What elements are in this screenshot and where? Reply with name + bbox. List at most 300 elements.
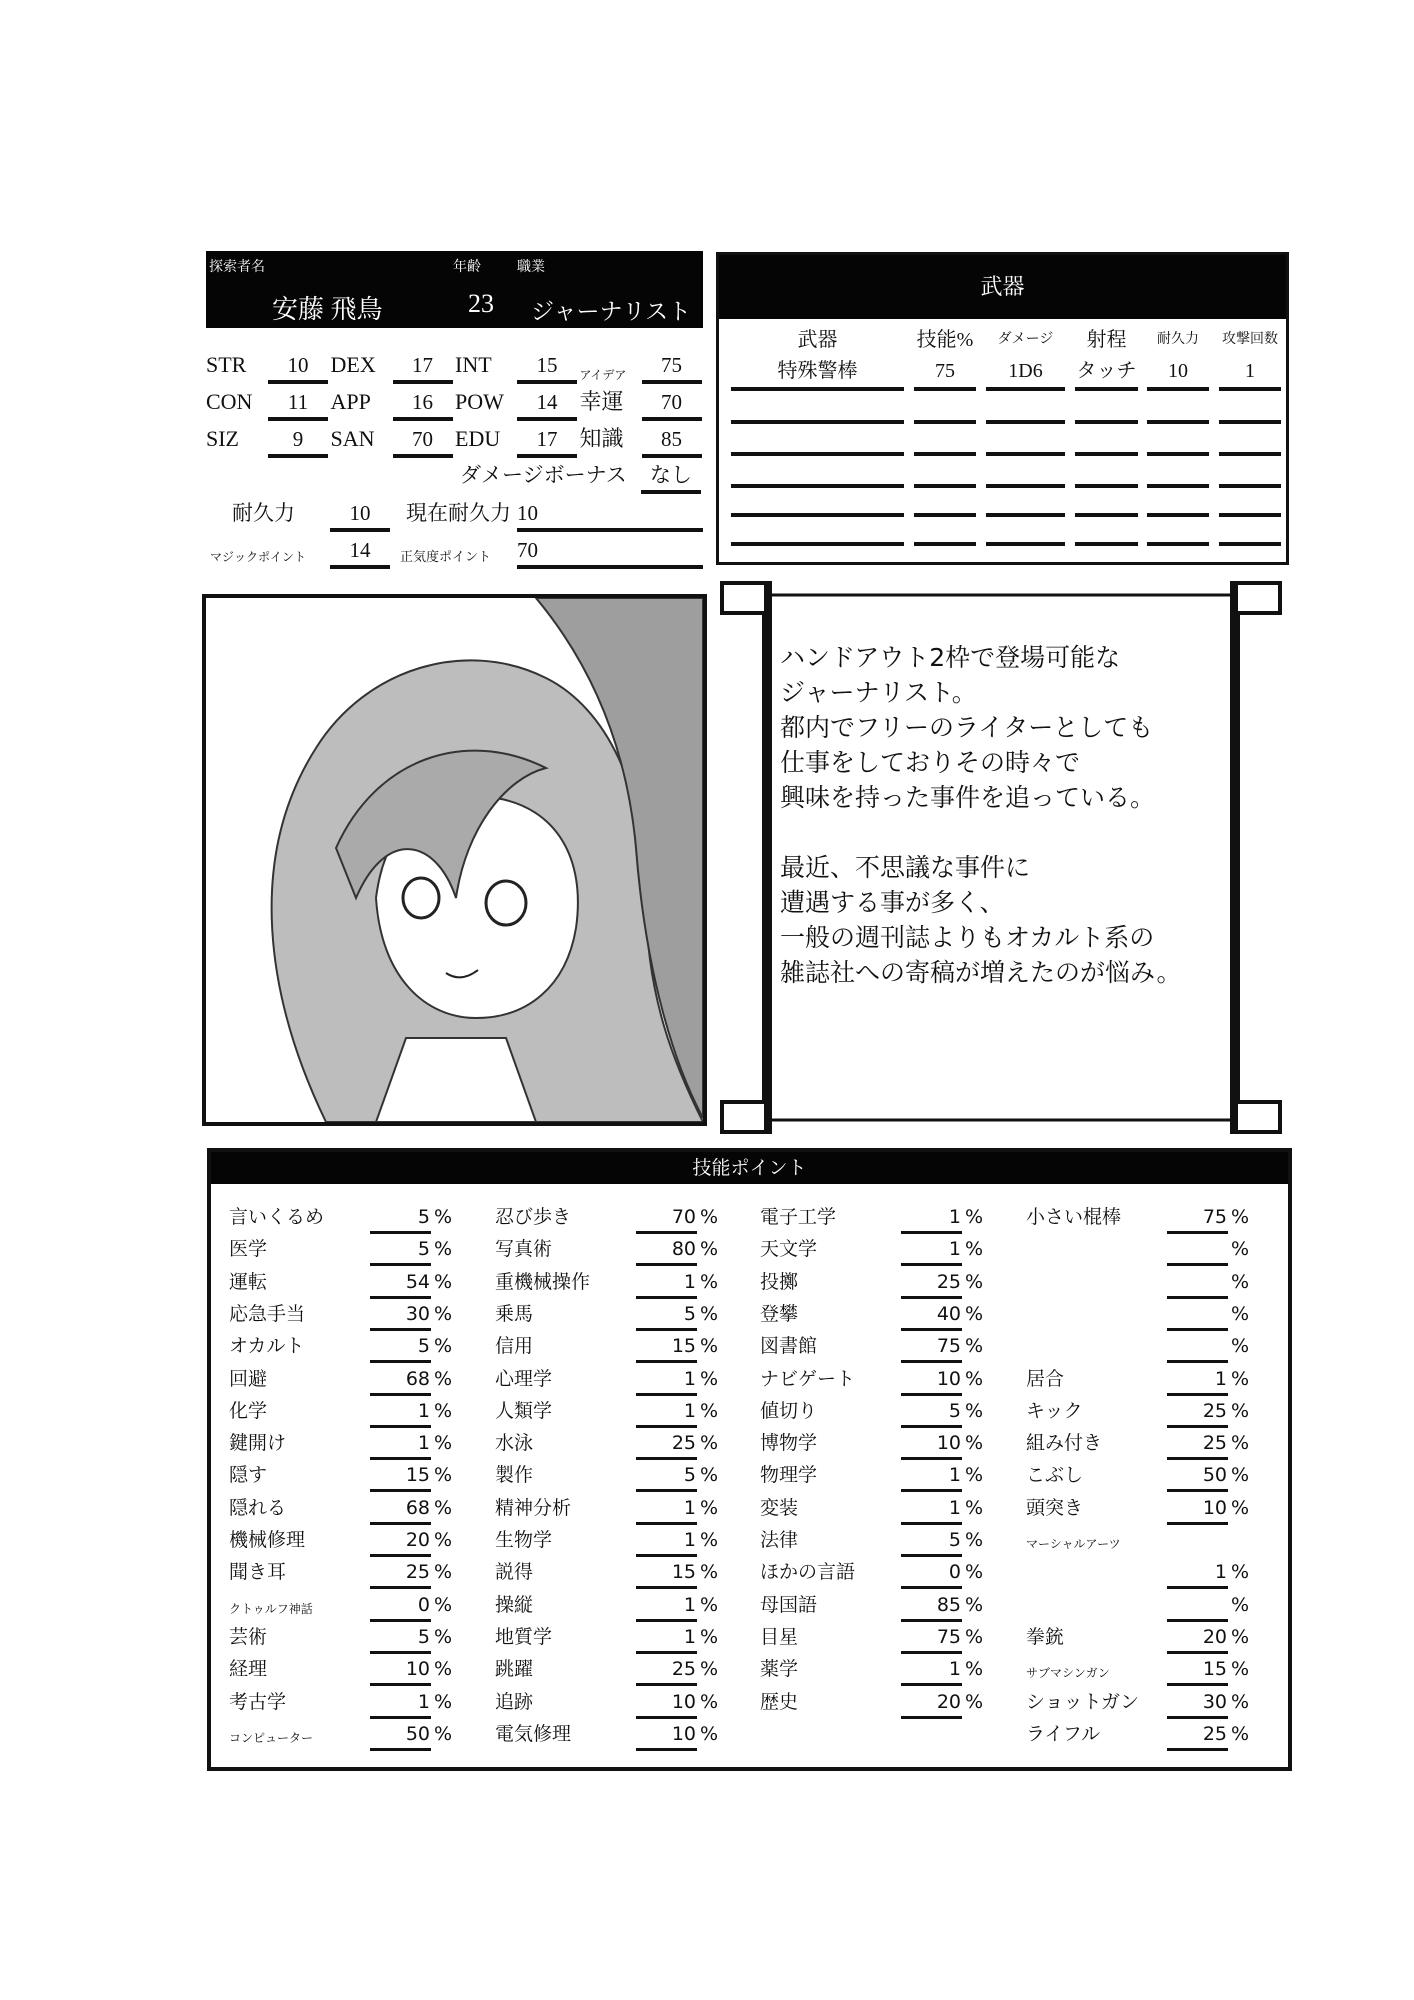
weapon-row-line: [1219, 542, 1281, 546]
skill-underline: [370, 1231, 431, 1234]
stat-label: DEX: [330, 352, 376, 377]
percent-sign: %: [1231, 1690, 1250, 1713]
weapon-row-line: [731, 513, 904, 517]
skill-value: 5: [683, 1464, 696, 1487]
skill-underline: [636, 1522, 697, 1525]
weapon-row-line: [1075, 387, 1138, 391]
skill-name: 登攀: [760, 1302, 799, 1325]
weapon-row-line: [986, 542, 1065, 546]
stat-value: 85: [642, 424, 702, 458]
stat-label: SAN: [330, 426, 375, 451]
skill-name: クトゥルフ神話: [229, 1601, 313, 1616]
skill-name: 製作: [495, 1464, 534, 1487]
skill-name: 跳躍: [495, 1658, 534, 1681]
skill-value: 68: [405, 1496, 430, 1519]
skill-name: こぶし: [1026, 1464, 1084, 1487]
skill-underline: [370, 1360, 431, 1363]
skill-value: 68: [405, 1367, 430, 1390]
percent-sign: %: [965, 1658, 984, 1681]
character-description: ハンドアウト2枠で登場可能な ジャーナリスト。 都内でフリーのライターとしても 仕事をしておりその時々で 興味を持った事件を追っている。 最近、不思議な事件に 遭遇する事が多く、 一般の週刊誌よりもオカルト系の 雑誌社への寄稿が増えたのが悩み。: [780, 643, 1182, 987]
weapon-row-line: [914, 513, 976, 517]
percent-sign: %: [700, 1302, 719, 1325]
percent-sign: %: [434, 1690, 453, 1713]
skill-value: 50: [405, 1722, 430, 1745]
skill-value: 1: [1214, 1561, 1227, 1584]
skill-underline: [1167, 1683, 1228, 1686]
skill-underline: [901, 1651, 962, 1654]
skill-name: 機械修理: [229, 1529, 306, 1551]
stat-label: APP: [330, 389, 371, 414]
skill-value: 75: [1202, 1206, 1227, 1228]
skill-underline: [370, 1554, 431, 1557]
weapon-row-line: [1219, 452, 1281, 456]
skill-underline: [901, 1231, 962, 1234]
skill-underline: [370, 1651, 431, 1654]
skill-value: 1: [683, 1625, 696, 1648]
skill-value: 30: [1202, 1690, 1227, 1713]
percent-sign: %: [965, 1432, 984, 1455]
skill-name: 追跡: [495, 1690, 534, 1713]
skill-name: 隠す: [229, 1464, 268, 1487]
skill-name: 歴史: [760, 1690, 799, 1713]
stat-value: 10: [268, 350, 328, 384]
percent-sign: %: [965, 1238, 984, 1261]
skill-name: 写真術: [495, 1238, 553, 1261]
skill-underline: [1167, 1360, 1228, 1363]
skill-underline: [1167, 1425, 1228, 1428]
skill-value: 25: [1202, 1432, 1227, 1455]
skill-name: 忍び歩き: [495, 1206, 572, 1228]
percent-sign: %: [700, 1561, 719, 1584]
skill-underline: [1167, 1489, 1228, 1492]
percent-sign: %: [1231, 1464, 1250, 1487]
name-label: 探索者名: [209, 260, 265, 275]
weapon-row-line: [914, 387, 976, 391]
weapons-title: 武器: [719, 255, 1286, 319]
skill-name: 組み付き: [1026, 1432, 1103, 1455]
skill-value: 20: [936, 1690, 961, 1713]
percent-sign: %: [1231, 1625, 1250, 1648]
percent-sign: %: [434, 1335, 453, 1358]
skill-value: 1: [1214, 1367, 1227, 1390]
percent-sign: %: [1231, 1367, 1250, 1390]
weapon-row-line: [1147, 387, 1209, 391]
percent-sign: %: [700, 1722, 719, 1745]
skill-underline: [1167, 1457, 1228, 1460]
skill-value: 10: [671, 1722, 696, 1745]
skill-underline: [636, 1360, 697, 1363]
skill-name: 地質学: [495, 1625, 553, 1648]
skill-value: 40: [936, 1302, 961, 1325]
skill-underline: [1167, 1586, 1228, 1589]
skill-name: 言いくるめ: [229, 1206, 325, 1228]
skill-value: 15: [405, 1464, 430, 1487]
weapon-header: 耐久力: [1157, 332, 1199, 347]
weapon-row-line: [1075, 484, 1138, 488]
skill-underline: [636, 1619, 697, 1622]
skill-value: 15: [671, 1561, 696, 1584]
percent-sign: %: [434, 1238, 453, 1261]
skill-underline: [1167, 1296, 1228, 1299]
skill-value: 1: [683, 1496, 696, 1519]
investigator-name: 安藤 飛鳥: [272, 295, 383, 324]
percent-sign: %: [965, 1302, 984, 1325]
skill-name: 生物学: [495, 1529, 553, 1551]
skill-underline: [370, 1393, 431, 1396]
skill-name: 説得: [495, 1561, 534, 1584]
skill-name: 回避: [229, 1367, 268, 1390]
weapon-row-line: [1219, 420, 1281, 424]
skill-value: 1: [948, 1206, 961, 1228]
weapon-cell: 75: [935, 360, 955, 382]
skill-value: 54: [405, 1270, 430, 1293]
weapon-row-line: [731, 452, 904, 456]
skill-value: 5: [417, 1625, 430, 1648]
skill-value: 5: [948, 1529, 961, 1551]
skill-value: 30: [405, 1302, 430, 1325]
percent-sign: %: [1231, 1561, 1250, 1584]
skill-name: コンピューター: [229, 1730, 314, 1745]
skill-value: 70: [671, 1206, 696, 1228]
skill-value: 5: [683, 1302, 696, 1325]
weapon-row-line: [731, 420, 904, 424]
skill-value: 15: [1202, 1658, 1227, 1681]
percent-sign: %: [1231, 1399, 1250, 1422]
skill-underline: [370, 1716, 431, 1719]
job-label: 職業: [517, 260, 545, 275]
skill-value: 10: [1202, 1496, 1227, 1519]
sanity-label: 正気度ポイント: [400, 549, 492, 564]
stat-label: アイデア: [579, 368, 627, 382]
stat-value: 14: [517, 387, 577, 421]
skill-underline: [1167, 1651, 1228, 1654]
weapon-row-line: [1147, 452, 1209, 456]
skill-underline: [370, 1296, 431, 1299]
skill-name: 値切り: [760, 1399, 818, 1422]
skill-name: 人類学: [495, 1399, 553, 1422]
percent-sign: %: [1231, 1335, 1250, 1358]
skill-underline: [901, 1489, 962, 1492]
weapon-row-line: [1147, 513, 1209, 517]
skill-name: 精神分析: [495, 1496, 572, 1519]
skill-value: 0: [948, 1561, 961, 1584]
percent-sign: %: [965, 1270, 984, 1293]
skill-name: 頭突き: [1026, 1496, 1084, 1519]
damage-bonus-value: なし: [641, 460, 701, 494]
skill-name: 水泳: [495, 1432, 534, 1455]
percent-sign: %: [700, 1335, 719, 1358]
weapon-cell: 1D6: [1008, 360, 1043, 382]
stat-label: 知識: [579, 426, 624, 451]
percent-sign: %: [434, 1529, 453, 1551]
skill-underline: [636, 1296, 697, 1299]
skill-value: 1: [683, 1270, 696, 1293]
skill-underline: [901, 1328, 962, 1331]
weapon-cell: 特殊警棒: [777, 360, 858, 382]
weapon-row-line: [1219, 513, 1281, 517]
skill-name: 法律: [760, 1529, 799, 1551]
skill-underline: [901, 1522, 962, 1525]
stat-label: EDU: [455, 426, 501, 451]
percent-sign: %: [434, 1496, 453, 1519]
percent-sign: %: [1231, 1238, 1250, 1261]
skill-name: 考古学: [229, 1690, 287, 1713]
skill-underline: [370, 1522, 431, 1525]
skill-underline: [636, 1263, 697, 1266]
stat-value: 16: [393, 387, 453, 421]
skill-underline: [370, 1425, 431, 1428]
skill-underline: [370, 1619, 431, 1622]
weapon-header: 技能%: [916, 329, 974, 351]
percent-sign: %: [1231, 1270, 1250, 1293]
skill-name: 乗馬: [495, 1302, 534, 1325]
weapon-cell: 1: [1245, 360, 1255, 382]
weapon-row-line: [986, 513, 1065, 517]
age-label: 年齢: [453, 260, 481, 275]
percent-sign: %: [965, 1496, 984, 1519]
skill-underline: [1167, 1328, 1228, 1331]
skill-value: 1: [948, 1464, 961, 1487]
skill-value: 75: [936, 1625, 961, 1648]
skill-value: 10: [405, 1658, 430, 1681]
weapon-row-line: [731, 387, 904, 391]
skill-underline: [370, 1489, 431, 1492]
percent-sign: %: [700, 1464, 719, 1487]
skill-name: 電子工学: [760, 1206, 837, 1228]
skill-underline: [636, 1231, 697, 1234]
skill-name: 化学: [229, 1399, 268, 1422]
skill-underline: [636, 1554, 697, 1557]
skill-underline: [370, 1457, 431, 1460]
skill-value: 50: [1202, 1464, 1227, 1487]
percent-sign: %: [434, 1561, 453, 1584]
skill-value: 10: [936, 1367, 961, 1390]
skill-underline: [370, 1328, 431, 1331]
skill-underline: [901, 1683, 962, 1686]
skill-underline: [1167, 1263, 1228, 1266]
percent-sign: %: [965, 1529, 984, 1551]
skill-underline: [636, 1328, 697, 1331]
percent-sign: %: [700, 1529, 719, 1551]
weapon-row-line: [1075, 542, 1138, 546]
skill-name: マーシャルアーツ: [1026, 1537, 1121, 1551]
skill-name: オカルト: [229, 1335, 305, 1358]
skill-underline: [370, 1748, 431, 1751]
skill-name: 変装: [760, 1496, 799, 1519]
skill-underline: [1167, 1748, 1228, 1751]
weapon-row-line: [1075, 513, 1138, 517]
investigator-header: [206, 251, 703, 328]
skill-underline: [636, 1457, 697, 1460]
stat-label: SIZ: [206, 426, 239, 451]
skill-name: 居合: [1026, 1367, 1065, 1390]
skill-value: 5: [417, 1206, 430, 1228]
weapon-row-line: [986, 452, 1065, 456]
skill-value: 1: [948, 1658, 961, 1681]
percent-sign: %: [700, 1432, 719, 1455]
skill-name: 芸術: [229, 1625, 268, 1648]
stat-value: 17: [517, 424, 577, 458]
percent-sign: %: [434, 1432, 453, 1455]
skill-value: 10: [936, 1432, 961, 1455]
skill-underline: [636, 1651, 697, 1654]
skill-name: 鍵開け: [229, 1432, 287, 1455]
weapon-row-line: [986, 387, 1065, 391]
percent-sign: %: [700, 1206, 719, 1228]
skill-underline: [636, 1393, 697, 1396]
percent-sign: %: [965, 1206, 984, 1228]
percent-sign: %: [700, 1238, 719, 1261]
skill-name: 目星: [760, 1625, 799, 1648]
skill-underline: [901, 1393, 962, 1396]
percent-sign: %: [965, 1335, 984, 1358]
skill-name: ショットガン: [1026, 1690, 1140, 1713]
hp-label: 耐久力: [232, 501, 295, 525]
weapon-row-line: [731, 484, 904, 488]
percent-sign: %: [700, 1496, 719, 1519]
percent-sign: %: [434, 1593, 453, 1616]
percent-sign: %: [434, 1270, 453, 1293]
skill-name: 図書館: [760, 1335, 818, 1358]
skill-name: 聞き耳: [229, 1561, 287, 1584]
skill-name: 投擲: [760, 1270, 799, 1293]
skill-underline: [636, 1683, 697, 1686]
percent-sign: %: [700, 1367, 719, 1390]
percent-sign: %: [700, 1690, 719, 1713]
skill-underline: [636, 1748, 697, 1751]
investigator-job: ジャーナリスト: [531, 299, 692, 324]
skill-value: 85: [936, 1593, 961, 1616]
percent-sign: %: [700, 1658, 719, 1681]
percent-sign: %: [434, 1658, 453, 1681]
percent-sign: %: [1231, 1593, 1250, 1616]
skill-name: 拳銃: [1026, 1625, 1065, 1648]
skill-underline: [636, 1425, 697, 1428]
percent-sign: %: [965, 1367, 984, 1390]
weapon-header: 武器: [797, 329, 838, 351]
skill-name: 電気修理: [495, 1722, 572, 1745]
stat-value: 17: [393, 350, 453, 384]
skill-underline: [370, 1683, 431, 1686]
skill-value: 1: [417, 1399, 430, 1422]
skill-name: 医学: [229, 1238, 268, 1261]
percent-sign: %: [965, 1593, 984, 1616]
skill-name: 応急手当: [229, 1302, 306, 1325]
skill-value: 25: [1202, 1399, 1227, 1422]
skills-title: 技能ポイント: [211, 1152, 1288, 1184]
percent-sign: %: [1231, 1496, 1250, 1519]
percent-sign: %: [965, 1625, 984, 1648]
weapon-cell: タッチ: [1076, 360, 1137, 382]
skill-value: 25: [671, 1432, 696, 1455]
investigator-age: 23: [468, 289, 494, 318]
percent-sign: %: [1231, 1206, 1250, 1228]
skill-underline: [1167, 1716, 1228, 1719]
percent-sign: %: [1231, 1722, 1250, 1745]
skill-underline: [901, 1425, 962, 1428]
skill-value: 5: [417, 1335, 430, 1358]
skill-underline: [901, 1457, 962, 1460]
skill-value: 1: [683, 1593, 696, 1616]
skill-name: 小さい棍棒: [1026, 1206, 1122, 1228]
stat-label: 幸運: [579, 389, 624, 414]
skill-value: 1: [948, 1496, 961, 1519]
skill-value: 80: [671, 1238, 696, 1261]
skill-name: 心理学: [495, 1367, 553, 1390]
current-hp-value: 10: [517, 498, 703, 532]
weapon-row-line: [914, 484, 976, 488]
weapon-header: 攻撃回数: [1222, 332, 1278, 347]
percent-sign: %: [1231, 1658, 1250, 1681]
weapon-row-line: [914, 420, 976, 424]
percent-sign: %: [965, 1464, 984, 1487]
skill-value: 1: [683, 1367, 696, 1390]
skill-value: 15: [671, 1335, 696, 1358]
skill-name: 薬学: [760, 1658, 799, 1681]
skill-value: 1: [683, 1529, 696, 1551]
skill-name: 天文学: [760, 1238, 818, 1261]
weapon-row-line: [986, 420, 1065, 424]
stat-label: INT: [455, 352, 492, 377]
skill-value: 10: [671, 1690, 696, 1713]
weapon-cell: 10: [1168, 360, 1188, 382]
skill-underline: [901, 1554, 962, 1557]
weapon-header: ダメージ: [997, 332, 1054, 347]
skill-name: 重機械操作: [495, 1270, 591, 1293]
skill-underline: [901, 1360, 962, 1363]
stat-value: 75: [642, 350, 702, 384]
percent-sign: %: [1231, 1432, 1250, 1455]
weapon-row-line: [1147, 420, 1209, 424]
percent-sign: %: [434, 1367, 453, 1390]
weapon-row-line: [914, 542, 976, 546]
skill-underline: [1167, 1522, 1228, 1525]
skill-underline: [370, 1263, 431, 1266]
mp-label: マジックポイント: [210, 550, 307, 564]
percent-sign: %: [965, 1399, 984, 1422]
stat-value: 11: [268, 387, 328, 421]
percent-sign: %: [434, 1206, 453, 1228]
skill-value: 25: [1202, 1722, 1227, 1745]
skill-name: 運転: [229, 1270, 268, 1293]
skill-underline: [370, 1586, 431, 1589]
skill-value: 75: [936, 1335, 961, 1358]
stat-label: POW: [455, 389, 504, 414]
weapon-row-line: [1075, 452, 1138, 456]
skill-name: 信用: [495, 1335, 534, 1358]
skill-name: 母国語: [760, 1593, 818, 1616]
skill-name: 博物学: [760, 1432, 818, 1455]
skill-name: 操縦: [495, 1593, 534, 1616]
skill-value: 25: [936, 1270, 961, 1293]
skill-value: 5: [948, 1399, 961, 1422]
damage-bonus-label: ダメージボーナス: [460, 463, 627, 487]
stat-value: 70: [393, 424, 453, 458]
stat-label: CON: [206, 389, 253, 414]
percent-sign: %: [965, 1561, 984, 1584]
character-portrait: [202, 594, 707, 1126]
percent-sign: %: [434, 1464, 453, 1487]
skill-value: 20: [405, 1529, 430, 1551]
weapon-row-line: [1075, 420, 1138, 424]
skill-name: 隠れる: [229, 1496, 287, 1519]
percent-sign: %: [700, 1625, 719, 1648]
current-hp-label: 現在耐久力: [406, 501, 511, 525]
weapon-row-line: [1147, 542, 1209, 546]
weapon-row-line: [1147, 484, 1209, 488]
weapon-row-line: [1219, 484, 1281, 488]
weapon-row-line: [914, 452, 976, 456]
